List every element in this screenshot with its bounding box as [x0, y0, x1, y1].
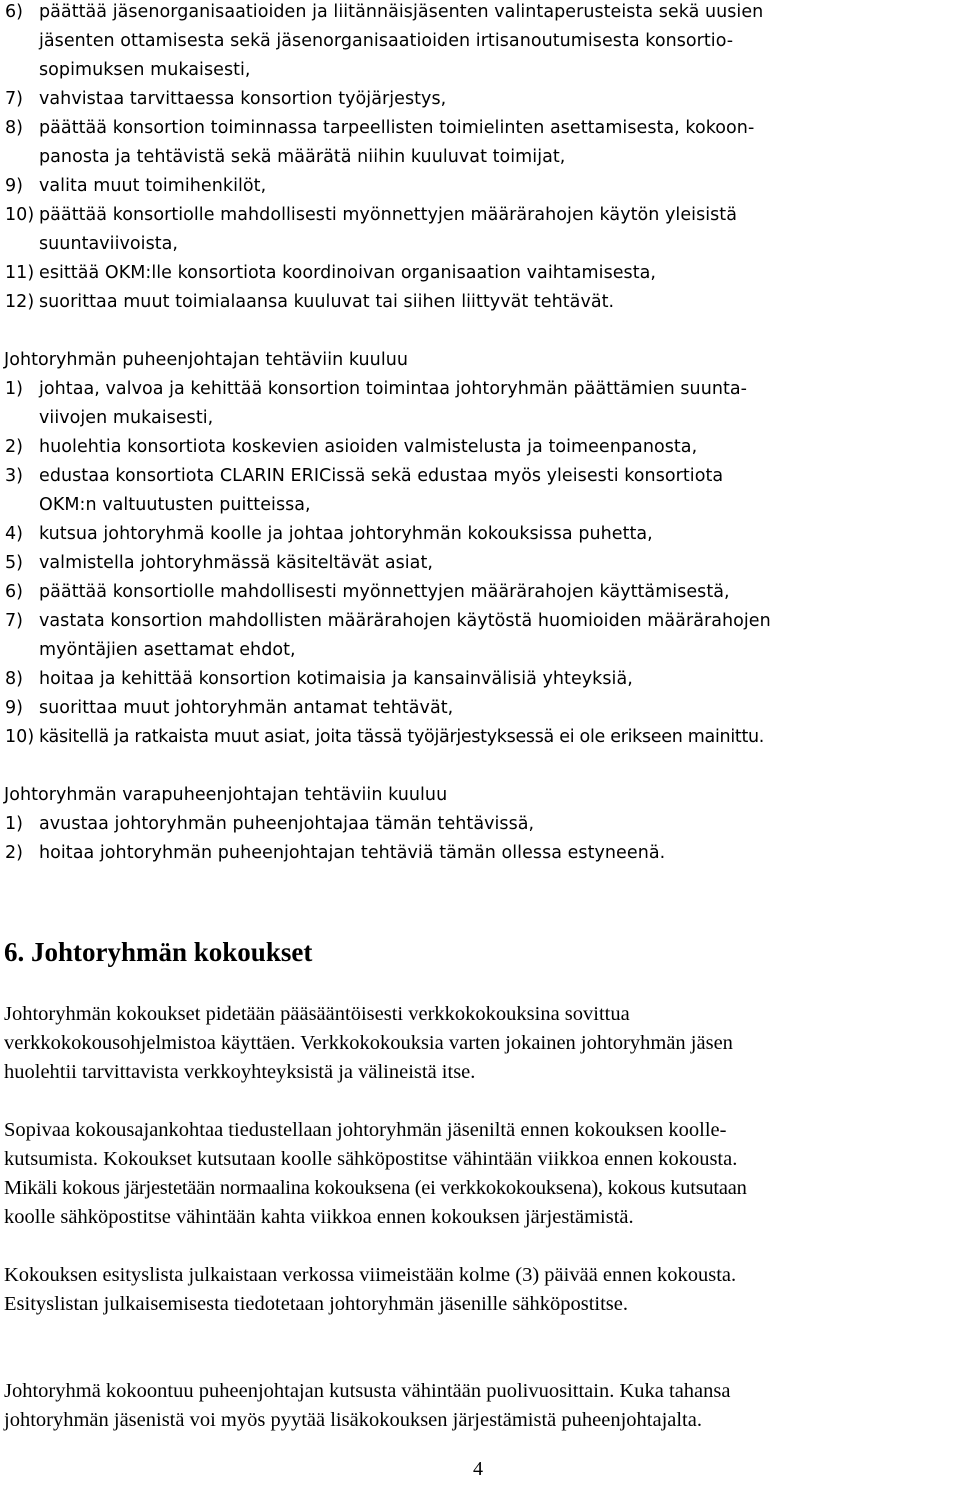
list-text: kutsua johtoryhmä koolle ja johtaa johtoryhmän kokouksissa puhetta,: [39, 524, 653, 544]
list-text: käsitellä ja ratkaista muut asiat, joita tässä työjärjestyksessä ei ole erikseen mainittu.: [39, 727, 765, 747]
vice-chair-duties-intro: Johtoryhmän varapuheenjohtajan tehtäviin kuuluu: [4, 785, 448, 805]
list-text: OKM:n valtuutusten puitteissa,: [39, 495, 311, 515]
list-text: edustaa konsortiota CLARIN ERICissä sekä edustaa myös yleisesti konsortiota: [39, 466, 724, 486]
paragraph-2-line-2: kutsumista. Kokoukset kutsutaan koolle sähköpostitse vähintään viikkoa ennen kokousta.: [4, 1148, 738, 1170]
paragraph-2-line-1: Sopivaa kokousajankohtaa tiedustellaan johtoryhmän jäseniltä ennen kokouksen koolle-: [4, 1119, 727, 1141]
list-number: 7): [5, 611, 24, 631]
paragraph-4-line-2: johtoryhmän jäsenistä voi myös pyytää lisäkokouksen järjestämistä puheenjohtajalta.: [4, 1409, 702, 1431]
chair-duties-intro: Johtoryhmän puheenjohtajan tehtäviin kuuluu: [4, 350, 409, 370]
list-number: 10): [5, 727, 35, 747]
list-text: hoitaa johtoryhmän puheenjohtajan tehtäviä tämän ollessa estyneenä.: [39, 843, 666, 863]
paragraph-4-line-1: Johtoryhmä kokoontuu puheenjohtajan kutsusta vähintään puolivuosittain. Kuka tahansa: [4, 1380, 731, 1402]
list-text: päättää jäsenorganisaatioiden ja liitännäisjäsenten valintaperusteista sekä uusien: [39, 2, 764, 22]
paragraph-2-line-4: koolle sähköpostitse vähintään kahta viikkoa ennen kokouksen järjestämistä.: [4, 1206, 634, 1228]
list-text: panosta ja tehtävistä sekä määrätä niihin kuuluvat toimijat,: [39, 147, 566, 167]
list-text: myöntäjien asettamat ehdot,: [39, 640, 296, 660]
list-number: 2): [5, 437, 24, 457]
list-text: suuntaviivoista,: [39, 234, 179, 254]
list-text: suorittaa muut johtoryhmän antamat tehtävät,: [39, 698, 454, 718]
list-number: 11): [5, 263, 35, 283]
list-number: 8): [5, 118, 24, 138]
list-text: päättää konsortiolle mahdollisesti myönnettyjen määrärahojen käyttämisestä,: [39, 582, 730, 602]
paragraph-3-line-1: Kokouksen esityslista julkaistaan verkossa viimeistään kolme (3) päivää ennen kokousta.: [4, 1264, 737, 1286]
list-text: viivojen mukaisesti,: [39, 408, 214, 428]
list-text: jäsenten ottamisesta sekä jäsenorganisaatioiden irtisanoutumisesta konsortio-: [39, 31, 734, 51]
list-number: 12): [5, 292, 35, 312]
paragraph-1-line-2: verkkokokousohjelmistoa käyttäen. Verkkokokouksia varten jokainen johtoryhmän jäsen: [4, 1032, 733, 1054]
list-number: 8): [5, 669, 24, 689]
list-number: 7): [5, 89, 24, 109]
list-text: vahvistaa tarvittaessa konsortion työjärjestys,: [39, 89, 447, 109]
list-text: sopimuksen mukaisesti,: [39, 60, 251, 80]
list-text: päättää konsortiolle mahdollisesti myönnettyjen määrärahojen käytön yleisistä: [39, 205, 737, 225]
list-number: 10): [5, 205, 35, 225]
paragraph-2-line-3: Mikäli kokous järjestetään normaalina kokouksena (ei verkkokokouksena), kokous kutsutaan: [4, 1177, 747, 1199]
list-text: johtaa, valvoa ja kehittää konsortion toimintaa johtoryhmän päättämien suunta-: [39, 379, 748, 399]
list-number: 9): [5, 698, 24, 718]
list-text: valita muut toimihenkilöt,: [39, 176, 267, 196]
list-number: 1): [5, 379, 24, 399]
list-text: huolehtia konsortiota koskevien asioiden valmistelusta ja toimeenpanosta,: [39, 437, 698, 457]
list-number: 6): [5, 2, 24, 22]
paragraph-3-line-2: Esityslistan julkaisemisesta tiedotetaan johtoryhmän jäsenille sähköpostitse.: [4, 1293, 628, 1315]
list-number: 2): [5, 843, 24, 863]
list-text: vastata konsortion mahdollisten määrärahojen käytöstä huomioiden määrärahojen: [39, 611, 771, 631]
list-text: avustaa johtoryhmän puheenjohtajaa tämän tehtävissä,: [39, 814, 535, 834]
list-text: hoitaa ja kehittää konsortion kotimaisia ja kansainvälisiä yhteyksiä,: [39, 669, 633, 689]
list-text: valmistella johtoryhmässä käsiteltävät asiat,: [39, 553, 433, 573]
list-number: 5): [5, 553, 24, 573]
paragraph-1-line-1: Johtoryhmän kokoukset pidetään pääsääntöisesti verkkokokouksina sovittua: [4, 1003, 630, 1025]
list-number: 3): [5, 466, 24, 486]
list-text: esittää OKM:lle konsortiota koordinoivan organisaation vaihtamisesta,: [39, 263, 657, 283]
paragraph-1-line-3: huolehtii tarvittavista verkkoyhteyksistä ja välineistä itse.: [4, 1061, 476, 1083]
page-number: 4: [473, 1458, 483, 1480]
list-text: suorittaa muut toimialaansa kuuluvat tai siihen liittyvät tehtävät.: [39, 292, 615, 312]
list-number: 4): [5, 524, 24, 544]
list-text: päättää konsortion toiminnassa tarpeellisten toimielinten asettamisesta, kokoon-: [39, 118, 755, 138]
section-heading: 6. Johtoryhmän kokoukset: [4, 937, 313, 967]
list-number: 6): [5, 582, 24, 602]
list-number: 1): [5, 814, 24, 834]
list-number: 9): [5, 176, 24, 196]
